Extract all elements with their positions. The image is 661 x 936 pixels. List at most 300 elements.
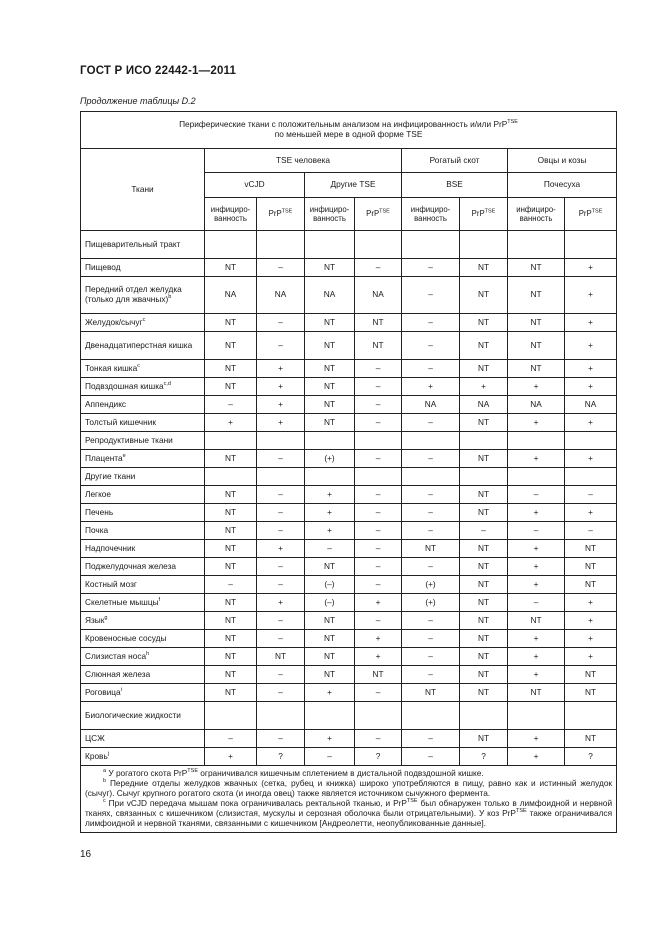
table-row [81,468,617,486]
value-cell [402,432,460,450]
column-header-prp [257,198,305,231]
tissue-name-cell [81,378,205,396]
value-cell: NT [460,360,508,378]
value-cell [402,702,460,730]
value-cell: + [565,648,617,666]
table-row [81,684,617,702]
value-cell: NT [305,648,355,666]
tissue-name: Роговица [85,686,121,697]
value-cell [402,468,460,486]
value-cell [205,231,257,259]
value-cell: NT [205,259,257,277]
value-cell [305,231,355,259]
value-cell: NT [205,504,257,522]
value-cell: – [355,576,402,594]
value-cell: – [257,522,305,540]
value-cell: + [508,540,565,558]
value-cell: – [565,486,617,504]
value-cell: – [355,612,402,630]
value-cell: NT [205,360,257,378]
column-header-infectivity: инфициро-ванность [305,198,355,231]
value-cell: NT [305,630,355,648]
tissue-name-cell [81,277,205,314]
value-cell: NT [565,684,617,702]
value-cell: – [402,648,460,666]
tissue-name-cell [81,540,205,558]
value-cell [565,231,617,259]
value-cell: NT [305,558,355,576]
value-cell: (–) [305,594,355,612]
prp-sup: TSE [591,208,603,215]
subheader-bse: BSE [402,173,508,198]
value-cell: – [257,666,305,684]
tissue-name-cell [81,332,205,360]
value-cell: NA [355,277,402,314]
value-cell: – [355,540,402,558]
value-cell: NT [460,332,508,360]
value-cell: – [305,748,355,766]
table-row [81,630,617,648]
value-cell: NT [355,314,402,332]
table-row [81,594,617,612]
tissue-name-cell [81,414,205,432]
value-cell: NT [508,612,565,630]
value-cell [508,468,565,486]
value-cell: NT [205,612,257,630]
group-header-sheep: Овцы и козы [508,149,617,173]
value-cell: – [355,558,402,576]
footnote-c-text: При vCJD передача мышам пока ограничивалась ректальной тканью, и PrP [105,797,407,808]
tissue-name-cell [81,748,205,766]
value-cell [508,432,565,450]
value-cell: + [565,277,617,314]
table-row [81,432,617,450]
footnote-mark: c [137,362,140,369]
table-row [81,576,617,594]
value-cell [257,702,305,730]
value-cell: – [402,414,460,432]
value-cell: NT [460,630,508,648]
tissue-name-cell [81,630,205,648]
value-cell [565,432,617,450]
table-row [81,702,617,730]
value-cell: + [508,748,565,766]
value-cell: – [402,259,460,277]
value-cell: – [355,486,402,504]
value-cell: + [257,378,305,396]
table-row [81,450,617,468]
value-cell [565,468,617,486]
value-cell: – [257,612,305,630]
value-cell: NT [460,684,508,702]
value-cell: NA [205,277,257,314]
value-cell: + [508,504,565,522]
subheader-scrapie: Почесуха [508,173,617,198]
tissue-name-cell [81,432,205,450]
value-cell: NT [460,594,508,612]
value-cell: – [508,522,565,540]
value-cell: NT [402,540,460,558]
subheader-vcjd: vCJD [205,173,305,198]
value-cell: NT [460,486,508,504]
tissue-name-cell [81,504,205,522]
value-cell: – [402,332,460,360]
value-cell: – [205,576,257,594]
tissue-name: Передний отдел желудка (только для жвачных) [85,284,182,304]
value-cell: NT [205,630,257,648]
value-cell [257,432,305,450]
tissue-infectivity-table [80,111,617,833]
footnote-mark: e [122,452,126,459]
value-cell: – [355,684,402,702]
value-cell: – [205,396,257,414]
tissue-name: Кровь [85,750,108,761]
value-cell: + [565,450,617,468]
footnote-mark: b [168,294,172,301]
tissue-name: Пищевод [85,261,121,272]
value-cell: NT [460,414,508,432]
table-row [81,748,617,766]
value-cell: + [305,486,355,504]
column-header-prp [565,198,617,231]
value-cell: + [565,314,617,332]
prp-label: PrP [268,209,282,219]
table-row [81,314,617,332]
footnote-mark: g [104,614,108,621]
value-cell: – [355,730,402,748]
value-cell: ? [565,748,617,766]
value-cell [355,432,402,450]
notes-row [81,766,617,833]
value-cell: NT [305,314,355,332]
value-cell [205,702,257,730]
value-cell: – [257,332,305,360]
footnote-b [85,779,612,799]
table-row [81,540,617,558]
value-cell [460,702,508,730]
value-cell [565,702,617,730]
value-cell: – [257,314,305,332]
value-cell: – [355,396,402,414]
value-cell: – [402,504,460,522]
tissue-name: Толстый кишечник [85,416,156,427]
footnote-b-text: Передние отделы желудков жвачных (сетка, рубец и книжка) широко употребляются в пищу, равно как и истинный желудок (сычуг). Сычуг крупного рогатого скота (и иногда овец) также является источником сычужного фермента. [85,777,613,798]
tissue-name: Язык [85,614,105,625]
footnote-a-mark: a [103,768,107,775]
value-cell: (+) [305,450,355,468]
footnote-mark: j [107,750,110,757]
value-cell: + [565,504,617,522]
footnote-mark: i [120,686,122,693]
footnote-c [85,799,612,829]
footnote-c-text-mid: был обнаружен только в лимфоидной и нервной тканях, связанных с кишечником (слизистая, мускулы и серозная оболочка были отрицательными). У коз PrP [85,797,613,818]
value-cell: – [508,594,565,612]
value-cell: NA [305,277,355,314]
footnote-a-text: У рогатого скота PrP [106,768,188,778]
value-cell: + [508,648,565,666]
tissue-name: Слизистая носа [85,650,147,661]
tissue-name-cell [81,576,205,594]
value-cell: + [565,594,617,612]
value-cell: – [257,576,305,594]
value-cell: NT [460,540,508,558]
value-cell: + [257,414,305,432]
column-header-infectivity: инфициро-ванность [402,198,460,231]
footnote-a-text-end: ограничивался кишечным сплетением в дистальной подвздошной кишке. [198,768,484,778]
value-cell: NA [565,396,617,414]
value-cell: + [508,378,565,396]
value-cell: NT [205,684,257,702]
value-cell: + [355,648,402,666]
value-cell [257,468,305,486]
table-row [81,522,617,540]
tissue-name-cell [81,594,205,612]
value-cell [402,231,460,259]
value-cell: NT [460,314,508,332]
tissue-name: Тонкая кишка [85,362,138,373]
table-row [81,648,617,666]
value-cell: – [565,522,617,540]
value-cell: + [508,630,565,648]
table-row [81,486,617,504]
prp-label: PrP [578,209,592,219]
value-cell: (–) [305,576,355,594]
tissue-name: Поджелудочная железа [85,560,177,571]
table-row [81,231,617,259]
value-cell: NT [402,684,460,702]
value-cell [305,468,355,486]
value-cell: NT [205,522,257,540]
value-cell: NT [508,332,565,360]
prp-label: PrP [366,209,380,219]
value-cell: – [205,730,257,748]
tissue-name: Биологические жидкости [85,709,181,720]
table-row [81,730,617,748]
value-cell: NT [305,360,355,378]
value-cell: – [257,504,305,522]
value-cell: – [402,450,460,468]
value-cell: + [305,730,355,748]
table-row [81,277,617,314]
table-row [81,504,617,522]
table-row [81,378,617,396]
document-title: ГОСТ Р ИСО 22442-1—2011 [80,65,237,77]
table-footnotes [81,766,617,833]
value-cell [355,702,402,730]
value-cell: NT [460,612,508,630]
value-cell: NT [565,540,617,558]
value-cell: + [402,378,460,396]
tissue-name: Кровеносные сосуды [85,632,167,643]
value-cell: NA [508,396,565,414]
value-cell: NT [508,259,565,277]
value-cell: NT [508,314,565,332]
value-cell: NT [305,414,355,432]
tissue-name: Легкое [85,488,112,499]
value-cell: – [355,259,402,277]
value-cell: – [460,522,508,540]
value-cell [355,468,402,486]
value-cell: + [565,630,617,648]
table-caption-line2: по меньшей мере в одной форме TSE [274,129,423,139]
value-cell: – [402,360,460,378]
table-caption-line1: Периферические ткани с положительным анализом на инфицированность и/или PrP [179,119,508,130]
value-cell: NT [305,666,355,684]
value-cell: – [257,259,305,277]
tissue-name-cell [81,612,205,630]
value-cell: – [355,414,402,432]
footnote-a-sup: TSE [187,768,198,775]
value-cell: + [355,594,402,612]
value-cell [460,231,508,259]
value-cell: NT [205,666,257,684]
value-cell: NT [205,486,257,504]
value-cell [305,432,355,450]
value-cell [460,468,508,486]
table-row [81,360,617,378]
value-cell: + [257,396,305,414]
page-number: 16 [80,849,92,860]
tissue-name: Аппендикс [85,398,127,409]
tissue-name: Печень [85,506,114,517]
value-cell: + [305,522,355,540]
value-cell [205,468,257,486]
value-cell: NT [565,558,617,576]
value-cell: NA [257,277,305,314]
value-cell: NT [305,259,355,277]
tissue-name-cell [81,231,205,259]
value-cell: NT [460,730,508,748]
value-cell: NT [508,684,565,702]
value-cell: + [460,378,508,396]
footnote-c-sup: TSE [406,798,418,805]
group-header-human: TSE человека [205,149,402,173]
subheader-other-tse: Другие TSE [305,173,402,198]
value-cell: + [205,414,257,432]
value-cell: NT [460,450,508,468]
value-cell: (+) [402,594,460,612]
value-cell: + [565,414,617,432]
table-row [81,558,617,576]
value-cell: – [508,486,565,504]
value-cell: – [402,314,460,332]
table-caption [81,112,617,149]
tissue-name-cell [81,730,205,748]
value-cell: NT [460,576,508,594]
value-cell: – [257,486,305,504]
tissue-name-cell [81,396,205,414]
value-cell: + [508,450,565,468]
value-cell: – [402,630,460,648]
group-header-cattle: Рогатый скот [402,149,508,173]
table-caption-sup: TSE [507,119,518,126]
value-cell: NT [205,314,257,332]
value-cell: – [402,612,460,630]
value-cell: + [257,540,305,558]
value-cell: + [305,504,355,522]
tissue-name: Подвздошная кишка [85,380,164,391]
tissue-name: Почка [85,524,109,535]
tissue-name: Пищеварительный тракт [85,238,181,249]
value-cell: + [355,630,402,648]
value-cell: NT [305,332,355,360]
prp-label: PrP [471,209,485,219]
table-row [81,666,617,684]
value-cell: NT [460,277,508,314]
value-cell: NT [460,666,508,684]
tissue-name-cell [81,666,205,684]
tissue-name: Костный мозг [85,578,137,589]
tissue-name-cell [81,558,205,576]
value-cell: NT [508,360,565,378]
tissue-name: Репродуктивные ткани [85,434,173,445]
tissue-name-cell [81,450,205,468]
value-cell: – [305,540,355,558]
table-row [81,332,617,360]
footnote-mark: c [142,316,146,323]
value-cell: NT [460,504,508,522]
value-cell [355,231,402,259]
tissue-name: Слюнная железа [85,668,151,679]
value-cell: – [402,522,460,540]
value-cell: NT [205,450,257,468]
tissue-name: Скелетные мышцы [85,596,159,607]
value-cell: ? [257,748,305,766]
tissue-name: ЦСЖ [85,732,105,743]
value-cell: – [257,684,305,702]
value-cell: – [257,450,305,468]
value-cell: + [565,612,617,630]
value-cell: – [257,558,305,576]
value-cell: (+) [402,576,460,594]
value-cell: NT [460,558,508,576]
value-cell: + [508,730,565,748]
tissue-name: Надпочечник [85,542,136,553]
value-cell: ? [355,748,402,766]
value-cell [508,702,565,730]
footnote-mark: h [146,650,150,657]
value-cell: NT [305,378,355,396]
table-continuation-label: Продолжение таблицы D.2 [80,96,196,106]
value-cell [460,432,508,450]
footnote-b-mark: b [103,778,107,785]
value-cell: NT [355,332,402,360]
table-row [81,414,617,432]
value-cell: NT [565,576,617,594]
value-cell: NT [565,666,617,684]
footnote-mark: c,d [163,380,171,387]
value-cell: – [355,378,402,396]
value-cell: – [402,558,460,576]
value-cell: NT [508,277,565,314]
value-cell: NT [460,648,508,666]
value-cell [508,231,565,259]
value-cell: + [565,259,617,277]
value-cell: NT [305,612,355,630]
value-cell: + [508,414,565,432]
table-row [81,259,617,277]
tissue-name: Плацента [85,452,123,463]
tissue-name: Желудок/сычуг [85,316,143,327]
value-cell: NT [460,259,508,277]
value-cell [305,702,355,730]
value-cell: NT [565,730,617,748]
tissue-name-cell [81,684,205,702]
value-cell: – [402,486,460,504]
column-header-prp [355,198,402,231]
value-cell: + [257,360,305,378]
value-cell: – [402,277,460,314]
